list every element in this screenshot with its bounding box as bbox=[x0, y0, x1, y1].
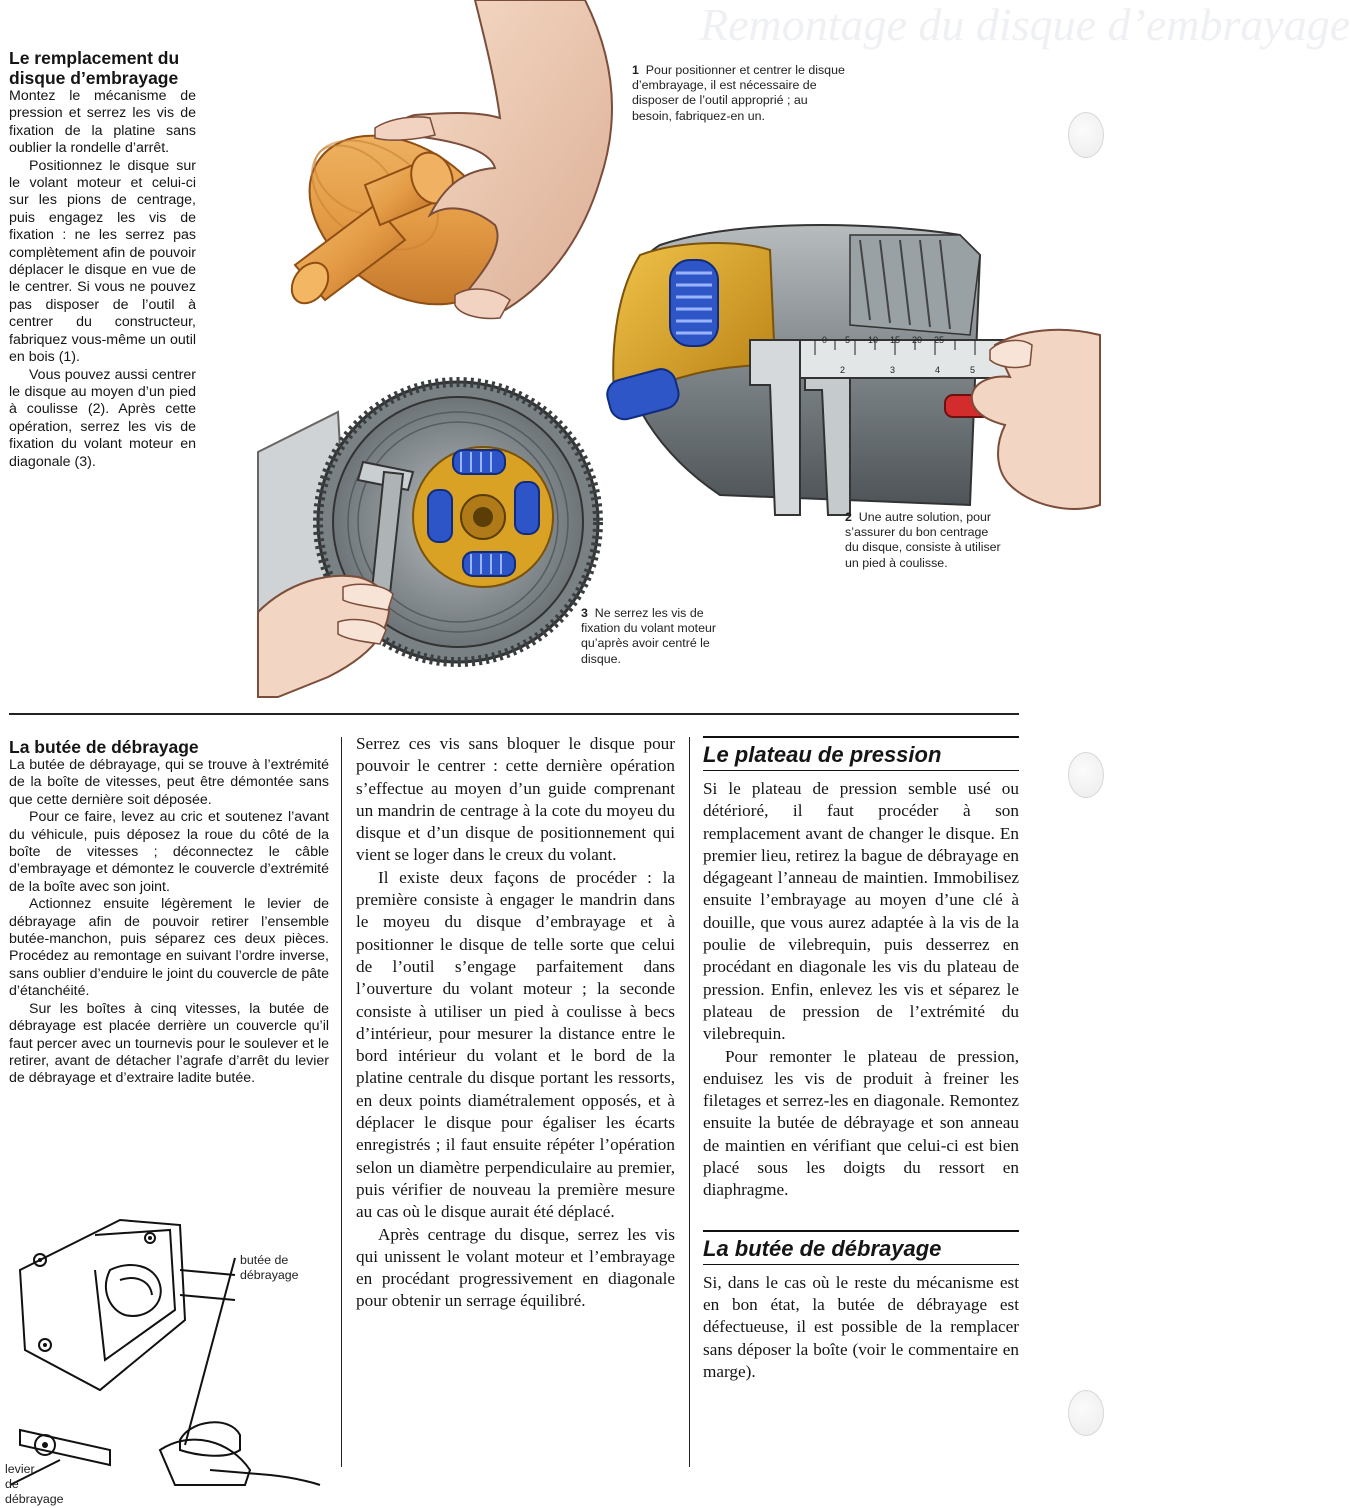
caliper-scale-label: 5 bbox=[970, 365, 976, 375]
left-article-body bbox=[9, 88, 196, 471]
caliper-scale-label: 0 bbox=[822, 335, 828, 345]
column-3 bbox=[703, 736, 1019, 1383]
caption-2 bbox=[845, 510, 1005, 571]
wooden-tool-illustration bbox=[255, 0, 625, 335]
column-2 bbox=[356, 733, 675, 1313]
caption-number: 2 bbox=[845, 510, 852, 524]
section-rule bbox=[703, 1230, 1019, 1232]
col1-paragraph: Pour ce faire, levez au cric et soutenez l’avant du véhicule, puis déposez la roue du côté de la boîte de vitesses ; déconnectez le câble d’embrayage et démontez le couvercle d’extrémité de la boîte avec son joint. bbox=[9, 809, 329, 895]
caliper-scale-label: 25 bbox=[934, 335, 945, 345]
col2-paragraph: Il existe deux façons de procéder : la première consiste à engager le mandrin dans le moyeu du disque d’embrayage et à positionner le disque de telle sorte que celui de l’outil s’engage parfaitement dans l’ouverture du volant moteur ; la seconde consiste à utiliser un pied à coulisse à becs d’intérieur, pour mesurer la distance entre le bord intérieur du volant et le bord de la platine centrale du disque portant les ressorts, en deux points diamétralement opposés, et à déplacer le disque pour égaliser les écarts enregistrés ; il faut ensuite répéter l’opération selon un diamètre perpendiculaire au premier, puis vérifier de nouveau la première mesure au cas où le disque aurait été déplacé. bbox=[356, 867, 675, 1222]
col1-paragraph: Sur les boîtes à cinq vitesses, la butée de débrayage est placée derrière un couvercle qu’il faut percer avec un tournevis pour le soulever et le retirer, avant de détacher l’agrafe d’arrêt du levier de débrayage et d’extraire ladite butée. bbox=[9, 1000, 329, 1087]
section-rule bbox=[703, 1264, 1019, 1265]
caption-number: 3 bbox=[581, 606, 588, 620]
section-divider bbox=[9, 713, 1019, 715]
label-butee: butée de débrayage bbox=[240, 1253, 299, 1283]
section-rule bbox=[703, 736, 1019, 738]
col3-paragraph: Si, dans le cas où le reste du mécanisme est en bon état, la butée de débrayage est défectueuse, il est possible de la remplacer sans déposer la boîte (voir le commentaire en marge). bbox=[703, 1272, 1019, 1381]
caliper-scale-label: 20 bbox=[912, 335, 923, 345]
col2-paragraph: Après centrage du disque, serrez les vis qui unissent le volant moteur et l’embrayage en procédant progressivement en diagonale pour obtenir un serrage équilibré. bbox=[356, 1224, 675, 1311]
caption-text: Pour positionner et centrer le disque d’embrayage, il est nécessaire de disposer de l’outil approprié ; au besoin, fabriquez-en un. bbox=[632, 63, 845, 123]
label-levier: levier de débrayage bbox=[5, 1462, 64, 1507]
caliper-scale-label: 5 bbox=[845, 335, 851, 345]
column-rule-2 bbox=[689, 737, 690, 1467]
col2-paragraph: Serrez ces vis sans bloquer le disque pour pouvoir le centrer : cette dernière opération s’effectue au moyen d’un guide comprenant un mandrin de centrage à la cote du moyeu du disque et d’un disque de positionnement qui vient se loger dans le creux du volant. bbox=[356, 734, 675, 865]
left-article-paragraph: Montez le mécanisme de pression et serrez les vis de fixation de la platine sans oublier la rondelle d’arrêt. bbox=[9, 88, 196, 157]
caliper-illustration bbox=[600, 215, 1100, 515]
left-article bbox=[9, 48, 196, 471]
caption-number: 1 bbox=[632, 63, 639, 77]
caliper-scale-label: 3 bbox=[890, 365, 896, 375]
col3-paragraph: Pour remonter le plateau de pression, enduisez les vis de produit à freiner les filetages et serrez-les en diagonale. Remontez ensuite la butée de débrayage et son anneau de maintien en vérifiant que celui-ci est bien placé sous les doigts du ressort en diaphragme. bbox=[703, 1046, 1019, 1200]
col3-paragraph: Si le plateau de pression semble usé ou détérioré, il faut procéder à son remplacement avant de changer le disque. En premier lieu, retirez la bague de débrayage en dégageant l’anneau de maintien. Immobilisez ensuite l’embrayage au moyen d’une clé à douille, que vous aurez adaptée à la vis de la poulie de vilebrequin, puis desserrez en procédant en diagonale les vis du plateau de pression. Enfin, enlevez les vis et séparez le plateau de pression de l’extrémité du vilebrequin. bbox=[703, 779, 1019, 1044]
punch-hole-middle bbox=[1068, 752, 1104, 798]
col3-section-title-2: La butée de débrayage bbox=[703, 1235, 942, 1261]
col3-section-title-1: Le plateau de pression bbox=[703, 742, 942, 767]
left-article-paragraph: Vous pouvez aussi centrer le disque au moyen d’un pied à coulisse (2). Après cette opération, serrez les vis de fixation du volant moteur en diagonale (3). bbox=[9, 366, 196, 470]
caption-3 bbox=[581, 606, 736, 667]
col3-section-body-1 bbox=[703, 778, 1019, 1202]
caliper-scale-label: 10 bbox=[868, 335, 879, 345]
column-1 bbox=[9, 737, 329, 1088]
ghost-header: Remontage du disque d’embrayage bbox=[700, 0, 1350, 50]
caliper-scale-label: 15 bbox=[890, 335, 901, 345]
col1-body bbox=[9, 757, 329, 1088]
col3-section-body-2 bbox=[703, 1272, 1019, 1383]
caliper-scale-label: 2 bbox=[840, 365, 846, 375]
caliper-scale-label: 4 bbox=[935, 365, 941, 375]
left-article-title: Le remplacement du disque d’embrayage bbox=[9, 48, 180, 88]
release-bearing-diagram bbox=[0, 1200, 340, 1485]
flywheel-illustration bbox=[258, 372, 603, 697]
section-rule bbox=[703, 770, 1019, 771]
left-article-paragraph: Positionnez le disque sur le volant moteur et celui-ci sur les pions de centrage, puis engagez les vis de fixation : ne les serrez pas complètement afin de pouvoir déplacer le disque en vue de le centrer. Si vous ne pouvez pas disposer de l’outil à centrer du constructeur, fabriquez vous-même un outil en bois (1). bbox=[9, 157, 196, 366]
col1-paragraph: Actionnez ensuite légèrement le levier de débrayage afin de pouvoir retirer l’ensemble butée-manchon, puis séparez ces deux pièces. Procédez au remontage en suivant l’ordre inverse, sans oublier d’enduire le joint du couvercle de pâte d’étanchéité. bbox=[9, 896, 329, 1000]
caption-text: Une autre solution, pour s’assurer du bon centrage du disque, consiste à utiliser un pied à coulisse. bbox=[845, 510, 1001, 570]
caption-text: Ne serrez les vis de fixation du volant moteur qu’après avoir centré le disque. bbox=[581, 606, 716, 666]
column-rule-1 bbox=[341, 737, 342, 1467]
col1-paragraph: La butée de débrayage, qui se trouve à l’extrémité de la boîte de vitesses, peut être démontée sans que cette dernière soit déposée. bbox=[9, 757, 329, 808]
col1-title: La butée de débrayage bbox=[9, 737, 199, 757]
caption-1 bbox=[632, 63, 847, 124]
punch-hole-bottom bbox=[1068, 1390, 1104, 1436]
punch-hole-top bbox=[1068, 112, 1104, 158]
